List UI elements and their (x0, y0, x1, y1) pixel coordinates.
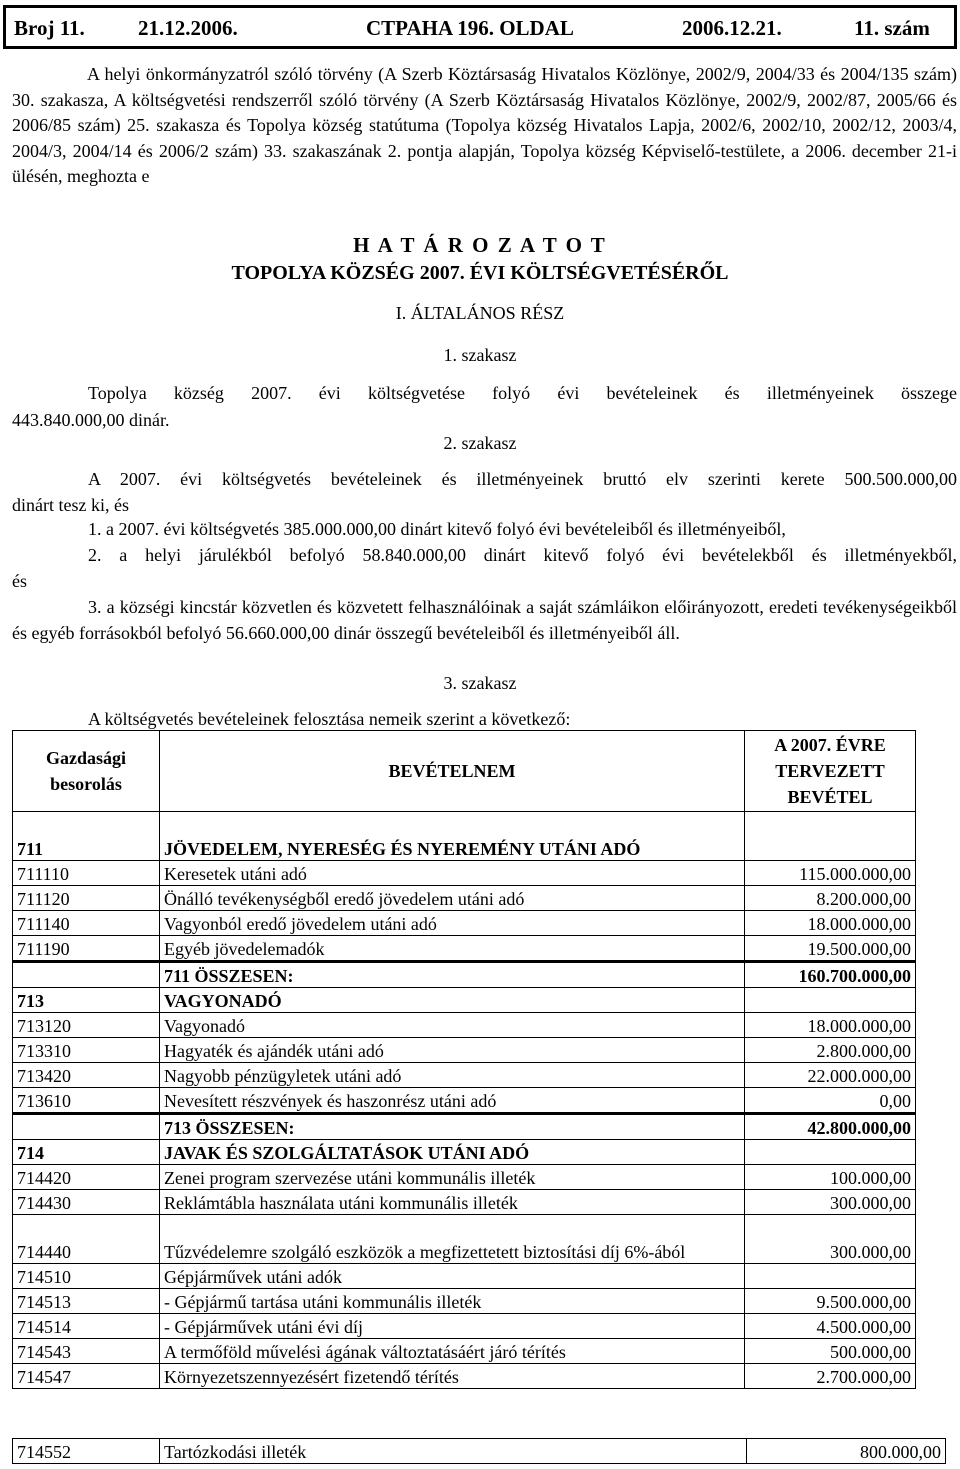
row-code: 713120 (13, 1013, 160, 1038)
header-revenue-type: BEVÉTELNEM (160, 731, 745, 812)
resolution-title: H A T Á R O Z A T O T (353, 233, 607, 257)
row-amount (745, 1140, 916, 1165)
section-1-heading: 1. szakasz (443, 345, 517, 365)
revenue-table-continued (12, 1438, 946, 1464)
row-amount: 300.000,00 (745, 1190, 916, 1215)
row-name: 713 ÖSSZESEN: (160, 1114, 745, 1140)
section-1-line2: 443.840.000,00 dinár. (12, 410, 170, 430)
intro-paragraph: A helyi önkormányzatról szóló törvény (A Szerb Köztársaság Hivatalos Közlönye, 2002/9, 2004/33 és 2004/135 szám) 30. szakasza, A költségvetési rendszerről szóló törvény (A Szerb Köztársaság Hivatalos Közlönye, 2002/9, 2002/87, 2005/66 és 2006/85 szám) 25. szakasza és Topolya község statútuma (Topolya község Hivatalos Lapja, 2002/6, 2002/10, 2002/12, 2003/4, 2004/3, 2004/14 és 2006/2 szám) 33. szakaszának 2. pontja alapján, Topolya község Képviselő-testülete, a 2006. december 21-i ülésén, meghozta e (12, 64, 957, 186)
row-name: Zenei program szervezése utáni kommunális illeték (160, 1165, 745, 1190)
table-row (13, 1165, 916, 1190)
budget-title: TOPOLYA KÖZSÉG 2007. ÉVI KÖLTSÉGVETÉSÉRŐL (231, 262, 729, 284)
row-amount (745, 988, 916, 1013)
row-amount (745, 812, 916, 861)
row-amount (745, 1264, 916, 1289)
table-row (13, 1013, 916, 1038)
row-code (13, 1114, 160, 1140)
table-row (13, 1439, 946, 1464)
row-name: Nevesített részvények és haszonrész utáni adó (160, 1088, 745, 1114)
section-2-item2: 2. a helyi járulékból befolyó 58.840.000,00 dinárt kitevő folyó évi bevételekből és illetményekből, (88, 545, 957, 565)
issue-right: 11. szám (854, 16, 930, 40)
row-code (13, 962, 160, 988)
row-name: Vagyonadó (160, 1013, 745, 1038)
row-code: 713 (13, 988, 160, 1013)
table-row (13, 911, 916, 936)
date-right: 2006.12.21. (682, 16, 782, 40)
row-name: Tűzvédelemre szolgáló eszközök a megfizettetett biztosítási díj 6%-ából (160, 1215, 745, 1264)
row-code: 714440 (13, 1215, 160, 1264)
row-name: JÖVEDELEM, NYERESÉG ÉS NYEREMÉNY UTÁNI ADÓ (160, 812, 745, 861)
row-name: Egyéb jövedelemadók (160, 936, 745, 962)
row-name: VAGYONADÓ (160, 988, 745, 1013)
page-header (3, 5, 957, 49)
row-amount: 2.700.000,00 (745, 1364, 916, 1389)
page-label: CTPAHA 196. OLDAL (366, 16, 574, 40)
row-code: 711190 (13, 936, 160, 962)
row-code: 713310 (13, 1038, 160, 1063)
section-2-line2: dinárt tesz ki, és (12, 495, 129, 515)
table-row (13, 988, 916, 1013)
row-name: JAVAK ÉS SZOLGÁLTATÁSOK UTÁNI ADÓ (160, 1140, 745, 1165)
row-amount: 18.000.000,00 (745, 911, 916, 936)
row-code: 714547 (13, 1364, 160, 1389)
section-3-heading: 3. szakasz (443, 673, 517, 693)
row-amount: 300.000,00 (745, 1215, 916, 1264)
row-code: 713420 (13, 1063, 160, 1088)
section-2-line1: A 2007. évi költségvetés bevételeinek és illetményeinek bruttó elv szerinti kerete 500.500.000,00 (88, 469, 957, 489)
revenue-table (12, 730, 916, 1389)
section-1-line1: Topolya község 2007. évi költségvetése folyó évi bevételeinek és illetményeinek összege (88, 383, 957, 403)
section-2-heading: 2. szakasz (443, 433, 517, 453)
table-row (13, 861, 916, 886)
row-code: 714514 (13, 1314, 160, 1339)
row-amount: 2.800.000,00 (745, 1038, 916, 1063)
table-row (13, 1190, 916, 1215)
row-code: 711120 (13, 886, 160, 911)
section-2-item1: 1. a 2007. évi költségvetés 385.000.000,00 dinárt kitevő folyó évi bevételeiből és illetményeiből, (88, 519, 786, 539)
section-3-line1: A költségvetés bevételeinek felosztása nemeik szerint a következő: (88, 709, 571, 729)
row-amount: 22.000.000,00 (745, 1063, 916, 1088)
date-left: 21.12.2006. (138, 16, 238, 40)
table-row (13, 886, 916, 911)
row-amount: 8.200.000,00 (745, 886, 916, 911)
table-row (13, 1289, 916, 1314)
row-amount: 0,00 (745, 1088, 916, 1114)
row-code: 714 (13, 1140, 160, 1165)
row-amount: 115.000.000,00 (745, 861, 916, 886)
row-amount: 100.000,00 (745, 1165, 916, 1190)
row-name: 711 ÖSSZESEN: (160, 962, 745, 988)
revenue-table-body (13, 731, 916, 1389)
header-classification: Gazdasági besorolás (13, 731, 160, 812)
row-code: 714430 (13, 1190, 160, 1215)
table-row (13, 812, 916, 861)
table-row (13, 1364, 916, 1389)
table-row (13, 1088, 916, 1114)
row-amount: 500.000,00 (745, 1339, 916, 1364)
table-header-row (13, 731, 916, 812)
row-amount: 9.500.000,00 (745, 1289, 916, 1314)
header-planned-revenue: A 2007. ÉVRE TERVEZETT BEVÉTEL (745, 731, 916, 812)
row-amount: 18.000.000,00 (745, 1013, 916, 1038)
table-row (13, 1314, 916, 1339)
table-row (13, 1063, 916, 1088)
row-name: Nagyobb pénzügyletek utáni adó (160, 1063, 745, 1088)
table-row (13, 962, 916, 988)
row-code: 714552 (13, 1439, 160, 1464)
table-row (13, 1038, 916, 1063)
row-name: - Gépjárművek utáni évi díj (160, 1314, 745, 1339)
section-2-es: és (12, 571, 27, 591)
row-name: Vagyonból eredő jövedelem utáni adó (160, 911, 745, 936)
row-code: 714510 (13, 1264, 160, 1289)
row-code: 711110 (13, 861, 160, 886)
table-row (13, 1140, 916, 1165)
row-code: 714543 (13, 1339, 160, 1364)
row-name: Gépjárművek utáni adók (160, 1264, 745, 1289)
table-row (13, 1339, 916, 1364)
row-amount: 4.500.000,00 (745, 1314, 916, 1339)
row-code: 714513 (13, 1289, 160, 1314)
row-amount: 42.800.000,00 (745, 1114, 916, 1140)
row-name: Önálló tevékenységből eredő jövedelem utáni adó (160, 886, 745, 911)
row-name: Környezetszennyezésért fizetendő térítés (160, 1364, 745, 1389)
issue-number: Broj 11. (14, 16, 85, 40)
row-code: 714420 (13, 1165, 160, 1190)
table-row (13, 1215, 916, 1264)
row-code: 711140 (13, 911, 160, 936)
row-name: Reklámtábla használata utáni kommunális illeték (160, 1190, 745, 1215)
table-row (13, 1114, 916, 1140)
row-name: - Gépjármű tartása utáni kommunális illeték (160, 1289, 745, 1314)
table-row (13, 1264, 916, 1289)
row-name: Tartózkodási illeték (160, 1439, 747, 1464)
row-amount: 19.500.000,00 (745, 936, 916, 962)
table-row (13, 936, 916, 962)
part-title: I. ÁLTALÁNOS RÉSZ (395, 303, 565, 323)
row-amount: 800.000,00 (747, 1439, 946, 1464)
section-2-item3: 3. a községi kincstár közvetlen és közvetett felhasználóinak a saját számláikon előirányozott, eredeti tevékenységeikből és egyéb forrásokból befolyó 56.660.000,00 dinár összegű bevételeiből és illetményeiből áll. (12, 597, 957, 643)
row-name: A termőföld művelési ágának változtatásáért járó térítés (160, 1339, 745, 1364)
row-code: 711 (13, 812, 160, 861)
row-amount: 160.700.000,00 (745, 962, 916, 988)
row-name: Keresetek utáni adó (160, 861, 745, 886)
row-code: 713610 (13, 1088, 160, 1114)
row-name: Hagyaték és ajándék utáni adó (160, 1038, 745, 1063)
